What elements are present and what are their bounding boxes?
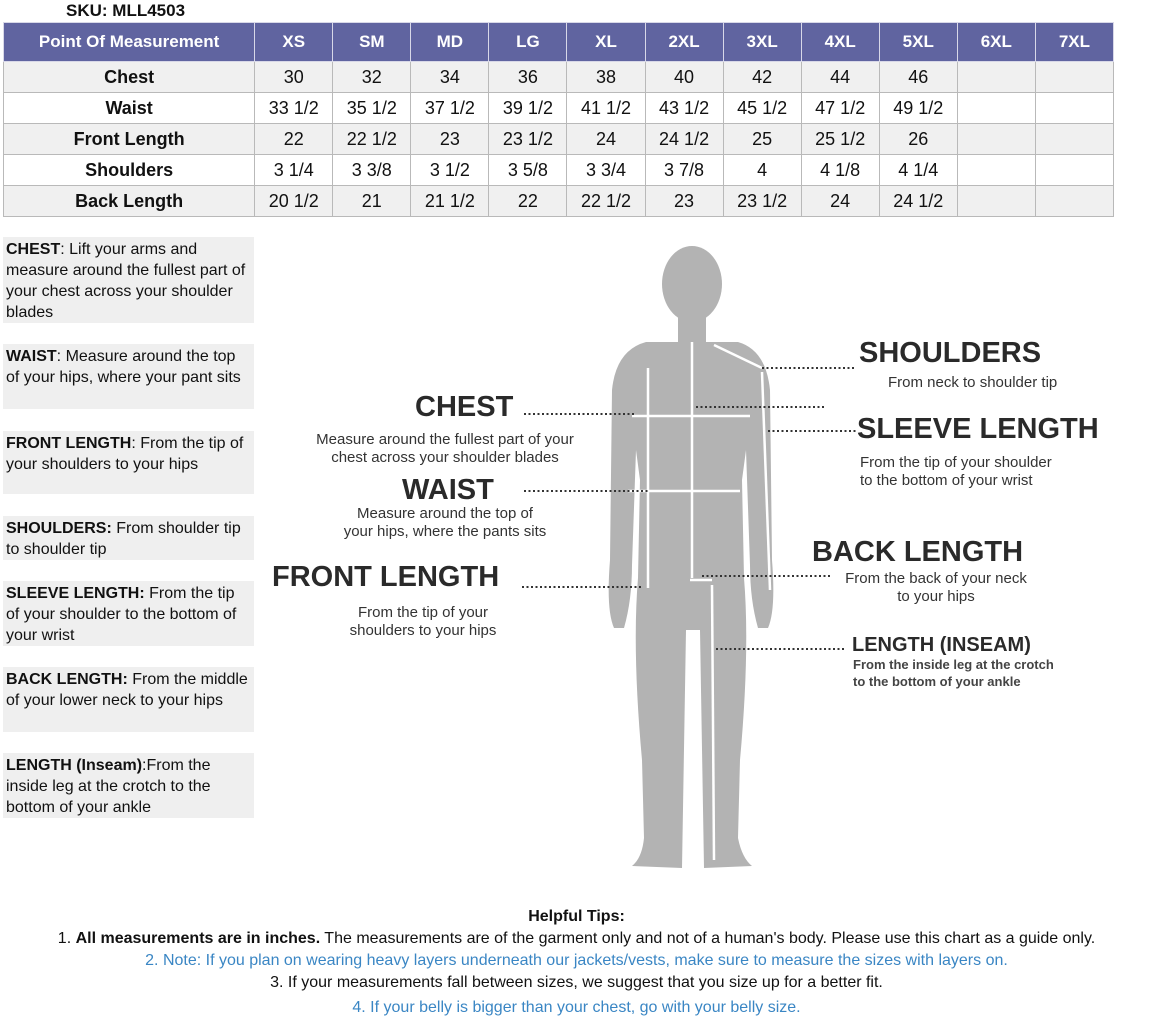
table-cell: 32 — [333, 62, 411, 93]
table-cell: 3 5/8 — [489, 155, 567, 186]
instruction-text: From shoulder tip to shoulder tip — [6, 520, 241, 558]
size-chart-table — [3, 22, 1114, 217]
table-cell: 33 1/2 — [255, 93, 333, 124]
table-cell: 43 1/2 — [645, 93, 723, 124]
table-cell: 24 1/2 — [879, 186, 957, 217]
instruction-term: BACK LENGTH: — [6, 671, 128, 688]
chest-description — [309, 431, 581, 467]
instruction-front-length — [3, 431, 254, 494]
table-cell — [957, 186, 1035, 217]
table-cell: 36 — [489, 62, 567, 93]
table-row — [4, 155, 1114, 186]
table-cell: 30 — [255, 62, 333, 93]
inseam-description — [853, 656, 1054, 690]
front-length-label: FRONT LENGTH — [272, 561, 500, 593]
instruction-text: : From the tip of your shoulders to your hips — [6, 435, 244, 473]
sleeve-desc-line: to the bottom of your wrist — [860, 472, 1033, 489]
tip-1-bold: All measurements are in inches. — [75, 930, 321, 947]
header-cell: 3XL — [723, 23, 801, 62]
instruction-shoulders — [3, 516, 254, 560]
header-cell: XS — [255, 23, 333, 62]
row-label: Front Length — [4, 124, 255, 155]
sleeve-desc-line: From the tip of your shoulder — [860, 454, 1052, 471]
table-cell: 47 1/2 — [801, 93, 879, 124]
table-cell: 23 1/2 — [489, 124, 567, 155]
tips-heading: Helpful Tips: — [528, 908, 625, 925]
row-label: Waist — [4, 93, 255, 124]
table-cell: 22 — [255, 124, 333, 155]
table-cell — [1035, 155, 1113, 186]
waist-description — [336, 505, 554, 541]
table-cell: 24 1/2 — [645, 124, 723, 155]
row-label: Back Length — [4, 186, 255, 217]
table-cell: 37 1/2 — [411, 93, 489, 124]
table-cell: 40 — [645, 62, 723, 93]
table-cell: 3 3/8 — [333, 155, 411, 186]
instruction-sleeve-length — [3, 581, 254, 646]
tip-4: 4. If your belly is bigger than your chest, go with your belly size. — [352, 999, 801, 1016]
front-length-description — [343, 604, 503, 640]
table-cell: 23 1/2 — [723, 186, 801, 217]
instruction-text: From the tip of your shoulder to the bottom of your wrist — [6, 585, 237, 644]
front-length-desc-line: shoulders to your hips — [349, 622, 497, 639]
tip-1-rest: The measurements are of the garment only and not of a human's body. Please use this chart as a guide only. — [320, 930, 1096, 947]
chest-desc-line: chest across your shoulder blades — [331, 449, 559, 466]
table-cell: 24 — [801, 186, 879, 217]
table-cell: 22 1/2 — [333, 124, 411, 155]
header-cell: 5XL — [879, 23, 957, 62]
table-cell — [1035, 124, 1113, 155]
header-cell: Point Of Measurement — [4, 23, 255, 62]
table-row — [4, 62, 1114, 93]
inseam-desc-line: From the inside leg at the crotch — [853, 657, 1054, 672]
table-cell — [1035, 186, 1113, 217]
tip-3: 3. If your measurements fall between sizes, we suggest that you size up for a better fit. — [270, 974, 883, 991]
table-cell: 44 — [801, 62, 879, 93]
chest-label: CHEST — [415, 391, 514, 423]
instruction-back-length — [3, 667, 254, 732]
instruction-term: CHEST — [6, 241, 61, 258]
instruction-term: LENGTH (Inseam) — [6, 757, 143, 774]
header-cell: LG — [489, 23, 567, 62]
header-cell: 7XL — [1035, 23, 1113, 62]
instruction-waist — [3, 344, 254, 409]
table-cell: 22 — [489, 186, 567, 217]
table-cell: 21 1/2 — [411, 186, 489, 217]
table-cell: 3 1/4 — [255, 155, 333, 186]
table-cell — [957, 155, 1035, 186]
table-cell — [957, 124, 1035, 155]
table-cell: 49 1/2 — [879, 93, 957, 124]
table-cell: 3 1/2 — [411, 155, 489, 186]
table-row — [4, 124, 1114, 155]
table-row — [4, 93, 1114, 124]
table-cell: 4 — [723, 155, 801, 186]
table-cell: 34 — [411, 62, 489, 93]
front-length-desc-line: From the tip of your — [357, 604, 489, 621]
instruction-term: WAIST — [6, 348, 57, 365]
table-cell: 24 — [567, 124, 645, 155]
table-cell — [1035, 93, 1113, 124]
row-label: Shoulders — [4, 155, 255, 186]
table-cell: 25 — [723, 124, 801, 155]
table-cell: 42 — [723, 62, 801, 93]
table-cell: 35 1/2 — [333, 93, 411, 124]
waist-label: WAIST — [402, 474, 494, 506]
instruction-text: :From the inside leg at the crotch to the bottom of your ankle — [6, 757, 211, 816]
instruction-text: : Measure around the top of your hips, where your pant sits — [6, 348, 241, 386]
helpful-tips — [0, 906, 1153, 1019]
back-length-desc-line: From the back of your neck — [845, 570, 1027, 587]
table-cell — [957, 93, 1035, 124]
header-cell: MD — [411, 23, 489, 62]
table-cell: 38 — [567, 62, 645, 93]
waist-desc-line: your hips, where the pants sits — [343, 523, 547, 540]
inseam-label: LENGTH (INSEAM) — [852, 634, 1031, 656]
table-cell: 22 1/2 — [567, 186, 645, 217]
inseam-desc-line: to the bottom of your ankle — [853, 674, 1021, 689]
instruction-term: FRONT LENGTH — [6, 435, 132, 452]
body-silhouette-icon — [609, 246, 774, 868]
table-cell: 26 — [879, 124, 957, 155]
instruction-text: From the middle of your lower neck to your hips — [6, 671, 248, 709]
table-cell — [1035, 62, 1113, 93]
instruction-text: : Lift your arms and measure around the fullest part of your chest across your shoulder blades — [6, 241, 246, 321]
tip-1 — [0, 928, 1153, 950]
header-cell: XL — [567, 23, 645, 62]
table-cell: 3 3/4 — [567, 155, 645, 186]
table-cell: 4 1/8 — [801, 155, 879, 186]
sleeve-length-label: SLEEVE LENGTH — [857, 413, 1099, 445]
tip-1-prefix: 1. — [57, 930, 76, 947]
instruction-term: SLEEVE LENGTH: — [6, 585, 145, 602]
shoulders-label: SHOULDERS — [859, 337, 1042, 369]
back-length-label: BACK LENGTH — [812, 536, 1024, 568]
table-cell: 41 1/2 — [567, 93, 645, 124]
instruction-chest — [3, 237, 254, 323]
tip-2: 2. Note: If you plan on wearing heavy layers underneath our jackets/vests, make sure to measure the sizes with layers on. — [145, 952, 1008, 969]
shoulders-description: From neck to shoulder tip — [888, 374, 1058, 391]
table-cell: 39 1/2 — [489, 93, 567, 124]
table-cell: 23 — [411, 124, 489, 155]
header-cell: SM — [333, 23, 411, 62]
back-length-desc-line: to your hips — [897, 588, 975, 605]
table-cell: 25 1/2 — [801, 124, 879, 155]
back-length-description — [838, 570, 1034, 606]
table-cell: 21 — [333, 186, 411, 217]
table-cell — [957, 62, 1035, 93]
instruction-inseam — [3, 753, 254, 818]
header-cell: 2XL — [645, 23, 723, 62]
sku-label: SKU: MLL4503 — [66, 1, 186, 20]
waist-desc-line: Measure around the top of — [357, 505, 533, 522]
table-cell: 20 1/2 — [255, 186, 333, 217]
table-cell: 4 1/4 — [879, 155, 957, 186]
instruction-term: SHOULDERS: — [6, 520, 112, 537]
table-cell: 46 — [879, 62, 957, 93]
chest-desc-line: Measure around the fullest part of your — [316, 431, 574, 448]
table-cell: 3 7/8 — [645, 155, 723, 186]
table-row — [4, 186, 1114, 217]
table-header-row — [4, 23, 1114, 62]
header-cell: 6XL — [957, 23, 1035, 62]
row-label: Chest — [4, 62, 255, 93]
table-cell: 45 1/2 — [723, 93, 801, 124]
sleeve-length-description — [860, 454, 1052, 490]
table-cell: 23 — [645, 186, 723, 217]
header-cell: 4XL — [801, 23, 879, 62]
